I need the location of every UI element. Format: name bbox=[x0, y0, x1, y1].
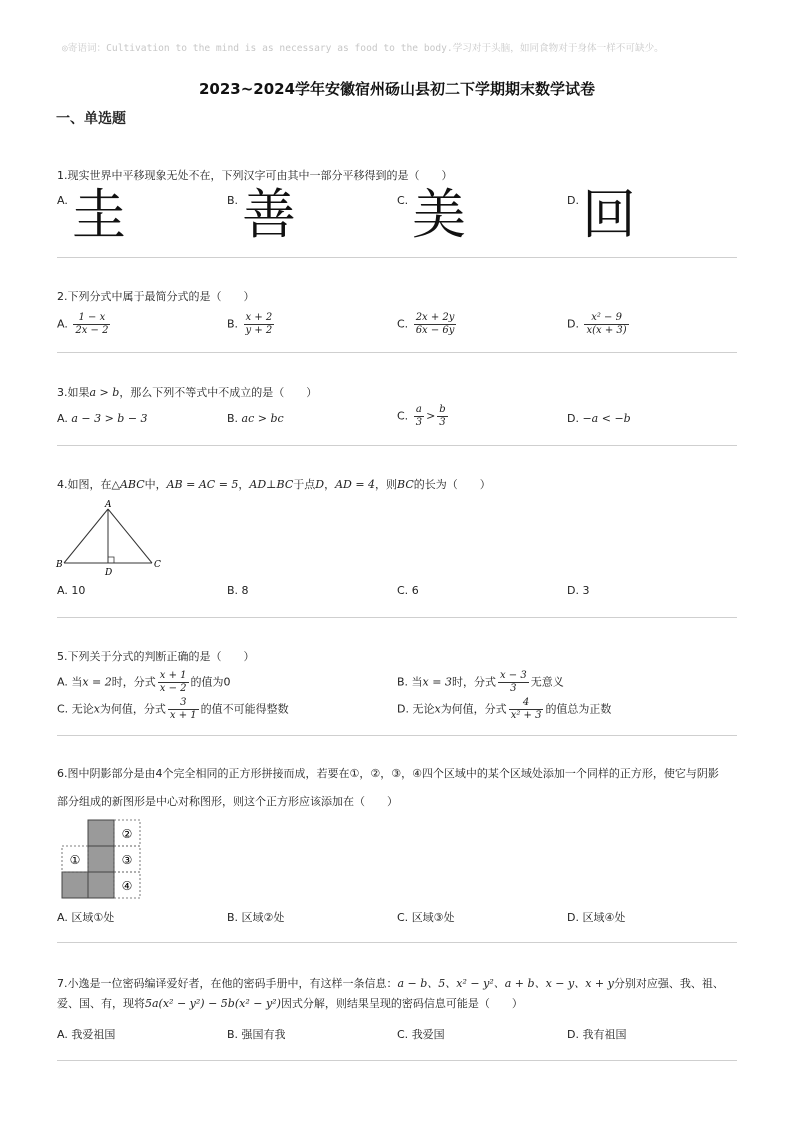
option-label: B. bbox=[397, 675, 409, 689]
stem-text: ，则 bbox=[375, 478, 398, 491]
option-label: B. bbox=[227, 911, 239, 924]
stem-text: ，那么下列不等式中不成立的是（ ） bbox=[119, 386, 318, 399]
option-label: D. bbox=[567, 584, 579, 597]
page-title: 2023~2024学年安徽宿州砀山县初二下学期期末数学试卷 bbox=[198, 80, 596, 98]
vertex-a-label: A bbox=[105, 500, 112, 510]
option-label: C. bbox=[397, 409, 409, 423]
option-text: 区域④处 bbox=[582, 911, 626, 924]
stem-math: a − b、5、x² − y²、a + b、x − y、x + y bbox=[397, 977, 614, 990]
q1-option-a-char: 圭 bbox=[72, 183, 126, 246]
fraction bbox=[244, 312, 275, 337]
question-6-stem-line-2: 部分组成的新图形是中心对称图形，则这个正方形应该添加在（ ） bbox=[57, 795, 398, 808]
stem-text: ， bbox=[238, 478, 250, 491]
numerator: 4 bbox=[509, 697, 544, 710]
stem-text: 因式分解，则结果呈现的密码信息可能是（ ） bbox=[280, 997, 523, 1010]
fraction bbox=[168, 697, 199, 722]
region-1-label: ① bbox=[69, 853, 81, 867]
option-label: D. bbox=[567, 412, 579, 425]
q2-option-d bbox=[567, 312, 631, 337]
option-label: A. bbox=[57, 412, 68, 425]
q6-option-c bbox=[397, 907, 455, 929]
stem-text: 中， bbox=[144, 478, 167, 491]
vertex-c-label: C bbox=[154, 560, 161, 570]
stem-math: 5a(x² − y²) − 5b(x² − y²) bbox=[145, 997, 281, 1010]
stem-math: △ABC bbox=[111, 478, 145, 491]
denominator: x(x + 3) bbox=[586, 325, 627, 336]
option-text: 8 bbox=[241, 584, 249, 597]
numerator: x + 1 bbox=[159, 670, 187, 681]
fraction bbox=[498, 670, 529, 695]
denominator: y + 2 bbox=[245, 325, 273, 336]
q3-option-a bbox=[57, 408, 148, 430]
stem-math: AD = 4 bbox=[335, 478, 376, 491]
point-d-label: D bbox=[105, 568, 113, 577]
option-text: 当 bbox=[411, 675, 423, 689]
q2-option-a bbox=[57, 312, 112, 337]
denominator: x − 2 bbox=[159, 683, 187, 694]
option-label: C. bbox=[397, 317, 409, 331]
q6-option-d bbox=[567, 907, 625, 929]
question-4 bbox=[57, 475, 737, 495]
q3-option-d bbox=[567, 408, 631, 430]
option-label: B. bbox=[227, 412, 239, 425]
q7-option-c bbox=[397, 1024, 445, 1046]
q4-option-b bbox=[227, 580, 249, 602]
stem-text: ， bbox=[324, 478, 336, 491]
denominator: 3 bbox=[510, 683, 517, 694]
fraction bbox=[414, 404, 424, 429]
q1-option-a-label: A. bbox=[57, 194, 68, 207]
option-label: A. bbox=[57, 911, 68, 924]
option-text: 我爱国 bbox=[411, 1028, 445, 1041]
section-heading: 一、单选题 bbox=[56, 111, 126, 127]
region-4-label: ④ bbox=[121, 879, 133, 893]
denominator: 2x − 2 bbox=[75, 325, 109, 336]
fraction bbox=[158, 670, 189, 695]
option-label: D. bbox=[397, 702, 409, 716]
stem-math: AD⊥BC bbox=[249, 478, 294, 491]
question-7-stem-line-1 bbox=[57, 974, 737, 994]
option-label: B. bbox=[227, 317, 239, 331]
q7-option-b bbox=[227, 1024, 286, 1046]
divider bbox=[57, 942, 737, 943]
option-label: D. bbox=[567, 1028, 579, 1041]
numerator: x² − 9 bbox=[584, 312, 628, 325]
question-3 bbox=[57, 383, 737, 403]
question-7-stem-line-2 bbox=[57, 994, 737, 1014]
numerator: 1 − x bbox=[73, 312, 110, 325]
option-text: 为何值，分式 bbox=[99, 702, 166, 716]
option-text: 无意义 bbox=[530, 675, 564, 689]
shaded-square bbox=[88, 820, 114, 846]
option-text: 区域②处 bbox=[241, 911, 285, 924]
question-5-stem: 5.下列关于分式的判断正确的是（ ） bbox=[57, 650, 255, 663]
motto-watermark: ◎寄语词：Cultivation to the mind is as necessary as food to the body.学习对于头脑，如同食物对于身体一样不可缺少。 bbox=[62, 43, 664, 54]
shaded-square bbox=[62, 872, 88, 898]
right-angle-mark bbox=[108, 557, 114, 563]
divider bbox=[57, 735, 737, 736]
option-label: D. bbox=[567, 317, 579, 331]
vertex-b-label: B bbox=[56, 560, 63, 570]
option-text: 的值总为正数 bbox=[545, 702, 612, 716]
fraction bbox=[584, 312, 628, 337]
stem-math: a > b bbox=[89, 386, 120, 399]
denominator: 6x − 6y bbox=[415, 325, 455, 336]
triangle-figure bbox=[55, 497, 165, 577]
denominator: 3 bbox=[439, 417, 446, 428]
option-math: x bbox=[93, 702, 100, 716]
q1-option-b-label: B. bbox=[227, 194, 239, 207]
denominator: 3 bbox=[415, 417, 423, 428]
q5-option-c bbox=[57, 697, 289, 722]
squares-figure bbox=[60, 818, 146, 900]
q4-option-c bbox=[397, 580, 419, 602]
q1-option-d-char: 回 bbox=[582, 183, 636, 246]
question-4-stem bbox=[57, 475, 737, 495]
stem-text: 于点 bbox=[293, 478, 316, 491]
fraction bbox=[437, 404, 447, 429]
q3-option-b bbox=[227, 408, 284, 430]
option-label: C. bbox=[57, 702, 69, 716]
option-text: 3 bbox=[582, 584, 590, 597]
divider bbox=[57, 617, 737, 618]
q1-option-c-label: C. bbox=[397, 194, 409, 207]
relation: > bbox=[426, 409, 436, 423]
divider bbox=[57, 257, 737, 258]
divider bbox=[57, 445, 737, 446]
stem-text: 的长为（ ） bbox=[413, 478, 491, 491]
option-label: A. bbox=[57, 675, 68, 689]
side-ac bbox=[108, 509, 152, 563]
q6-option-b bbox=[227, 907, 284, 929]
option-text: 当 bbox=[71, 675, 83, 689]
question-3-stem bbox=[57, 383, 737, 403]
q7-option-a bbox=[57, 1024, 115, 1046]
option-label: B. bbox=[227, 1028, 239, 1041]
stem-text: 3.如果 bbox=[57, 386, 90, 399]
option-text: 时，分式 bbox=[111, 675, 156, 689]
divider bbox=[57, 1060, 737, 1061]
q6-option-a bbox=[57, 907, 114, 929]
denominator: x + 1 bbox=[169, 710, 197, 721]
q4-option-a bbox=[57, 580, 85, 602]
option-math: x = 3 bbox=[422, 675, 452, 689]
numerator: x + 2 bbox=[245, 312, 273, 323]
option-text: 我爱祖国 bbox=[71, 1028, 116, 1041]
option-text: 强国有我 bbox=[241, 1028, 286, 1041]
option-text: 的值不可能得整数 bbox=[200, 702, 289, 716]
fraction bbox=[414, 312, 457, 337]
fraction bbox=[509, 697, 544, 722]
option-text: 的值为0 bbox=[190, 675, 231, 689]
stem-text: 7.小逸是一位密码编译爱好者，在他的密码手册中，有这样一条信息： bbox=[57, 977, 398, 990]
q4-option-d bbox=[567, 580, 589, 602]
question-1-stem: 1.现实世界中平移现象无处不在，下列汉字可由其中一部分平移得到的是（ ） bbox=[57, 169, 453, 182]
side-ab bbox=[64, 509, 108, 563]
option-text: 6 bbox=[411, 584, 419, 597]
option-label: D. bbox=[567, 911, 579, 924]
option-text: 区域③处 bbox=[411, 911, 455, 924]
question-7 bbox=[57, 974, 737, 1014]
question-6-stem-line-1: 6.图中阴影部分是由4个完全相同的正方形拼接而成，若要在①，②，③，④四个区域中的某个区域处添加一个同样的正方形，使它与阴影 bbox=[57, 767, 719, 780]
numerator: 3 bbox=[168, 697, 199, 710]
shaded-square bbox=[88, 872, 114, 898]
q3-option-c bbox=[397, 404, 450, 429]
numerator: 2x + 2y bbox=[415, 312, 455, 323]
option-math: −a < −b bbox=[582, 412, 631, 425]
q1-option-b-char: 善 bbox=[242, 183, 296, 246]
option-text: 我有祖国 bbox=[582, 1028, 627, 1041]
region-3-label: ③ bbox=[121, 853, 133, 867]
question-5 bbox=[57, 647, 737, 667]
question-2-stem: 2.下列分式中属于最简分式的是（ ） bbox=[57, 290, 255, 303]
divider bbox=[57, 352, 737, 353]
numerator: x − 3 bbox=[499, 670, 527, 681]
option-label: A. bbox=[57, 1028, 68, 1041]
option-text: 10 bbox=[71, 584, 86, 597]
shaded-square bbox=[88, 846, 114, 872]
option-text: 时，分式 bbox=[451, 675, 496, 689]
numerator: b bbox=[439, 404, 446, 415]
option-label: C. bbox=[397, 584, 409, 597]
q7-option-d bbox=[567, 1024, 626, 1046]
q5-option-a bbox=[57, 670, 231, 695]
question-6 bbox=[57, 764, 737, 812]
q5-option-d bbox=[397, 697, 611, 722]
stem-text: 4.如图，在 bbox=[57, 478, 112, 491]
question-2 bbox=[57, 287, 737, 307]
option-text: 无论 bbox=[412, 702, 435, 716]
q2-option-b bbox=[227, 312, 276, 337]
option-label: C. bbox=[397, 911, 409, 924]
option-text: 区域①处 bbox=[71, 911, 115, 924]
stem-math: D bbox=[315, 478, 325, 491]
option-math: x bbox=[434, 702, 441, 716]
numerator: a bbox=[414, 404, 424, 417]
option-label: C. bbox=[397, 1028, 409, 1041]
q2-option-c bbox=[397, 312, 458, 337]
q1-option-c-char: 美 bbox=[412, 183, 466, 246]
stem-math: AB = AC = 5 bbox=[166, 478, 239, 491]
option-text: 为何值，分式 bbox=[440, 702, 507, 716]
option-label: A. bbox=[57, 317, 68, 331]
option-math: a − 3 > b − 3 bbox=[71, 412, 148, 425]
q5-option-b bbox=[397, 670, 564, 695]
stem-math: BC bbox=[397, 478, 414, 491]
option-text: 无论 bbox=[71, 702, 94, 716]
region-2-label: ② bbox=[121, 827, 133, 841]
q1-option-d-label: D. bbox=[567, 194, 579, 207]
option-math: x = 2 bbox=[82, 675, 112, 689]
stem-text: 分别对应强、我、祖、 bbox=[613, 977, 724, 990]
fraction bbox=[73, 312, 110, 337]
option-math: ac > bc bbox=[241, 412, 284, 425]
option-label: A. bbox=[57, 584, 68, 597]
denominator: x² + 3 bbox=[510, 710, 542, 721]
stem-text: 爱、国、有，现将 bbox=[57, 997, 145, 1010]
option-label: B. bbox=[227, 584, 239, 597]
